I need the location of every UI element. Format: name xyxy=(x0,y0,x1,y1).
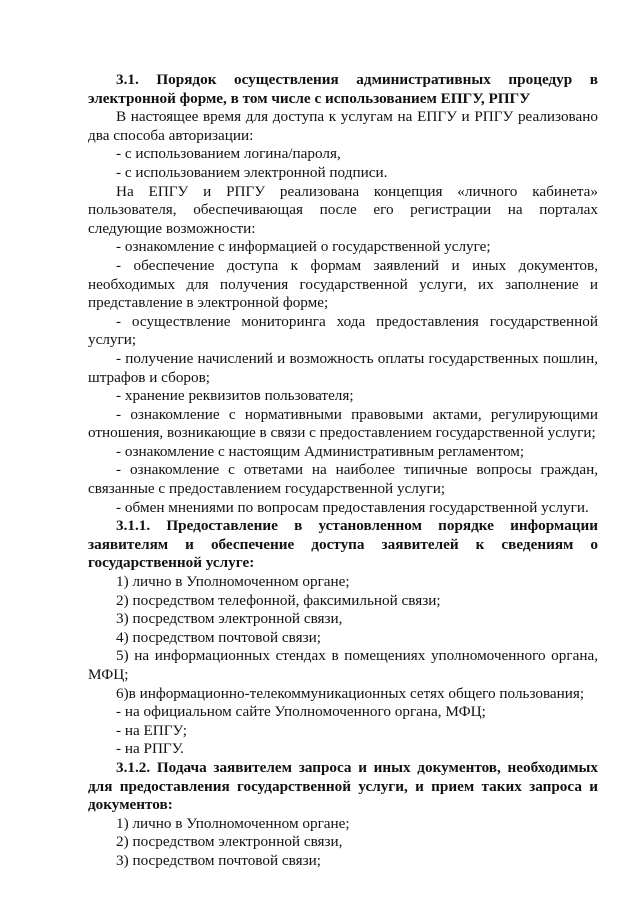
list-item: 2) посредством электронной связи, xyxy=(116,833,343,851)
list-item: 2) посредством телефонной, факсимильной связи; xyxy=(116,591,441,609)
list-item: - ознакомление с информацией о государственной услуге; xyxy=(116,238,491,256)
list-item: - ознакомление с настоящим Административным регламентом; xyxy=(116,442,525,460)
list-item: 3) посредством электронной связи, xyxy=(116,610,343,628)
paragraph: На ЕПГУ и РПГУ реализована концепция «личного кабинета» пользователя, обеспечивающая после его регистрации на порталах следующие возможности: xyxy=(88,182,598,237)
heading-3-1-2: 3.1.2. Подача заявителем запроса и иных документов, необходимых для предоставления государственной услуги, и прием таких запроса и документов: xyxy=(88,758,598,814)
list-item: - осуществление мониторинга хода предоставления государственной услуги; xyxy=(88,312,598,349)
document-page xyxy=(88,71,598,871)
list-item: 1) лично в Уполномоченном органе; xyxy=(116,814,350,832)
list-item: - получение начислений и возможность оплаты государственных пошлин, штрафов и сборов; xyxy=(88,349,598,386)
list-item: - с использованием электронной подписи. xyxy=(116,163,388,181)
list-item: - ознакомление с нормативными правовыми актами, регулирующими отношения, возникающие в связи с предоставлением государственной услуги; xyxy=(88,405,598,442)
list-item: - ознакомление с ответами на наиболее типичные вопросы граждан, связанные с предоставлением государственной услуги; xyxy=(88,461,598,498)
list-item: - на ЕПГУ; xyxy=(116,721,187,739)
list-item: - на РПГУ. xyxy=(116,740,184,758)
heading-3-1: 3.1. Порядок осуществления административных процедур в электронной форме, в том числе с использованием ЕПГУ, РПГУ xyxy=(88,71,598,107)
list-item: 1) лично в Уполномоченном органе; xyxy=(116,573,350,591)
heading-3-1-1: 3.1.1. Предоставление в установленном порядке информации заявителям и обеспечение доступа заявителей к сведениям о государственной услуге: xyxy=(88,517,598,572)
list-item: - обеспечение доступа к формам заявлений и иных документов, необходимых для получения государственной услуги, их заполнение и представление в электронной форме; xyxy=(88,256,598,312)
list-item: - обмен мнениями по вопросам предоставления государственной услуги. xyxy=(116,498,589,516)
list-item: - хранение реквизитов пользователя; xyxy=(116,387,354,405)
paragraph: В настоящее время для доступа к услугам на ЕПГУ и РПГУ реализовано два способа авторизации: xyxy=(88,108,598,144)
list-item: 6)в информационно-телекоммуникационных сетях общего пользования; xyxy=(116,684,585,702)
list-item: 4) посредством почтовой связи; xyxy=(116,628,321,646)
list-item: 3) посредством почтовой связи; xyxy=(116,851,321,869)
list-item: - с использованием логина/пароля, xyxy=(116,145,341,163)
list-item: - на официальном сайте Уполномоченного органа, МФЦ; xyxy=(116,703,486,721)
list-item: 5) на информационных стендах в помещениях уполномоченного органа, МФЦ; xyxy=(88,647,598,683)
